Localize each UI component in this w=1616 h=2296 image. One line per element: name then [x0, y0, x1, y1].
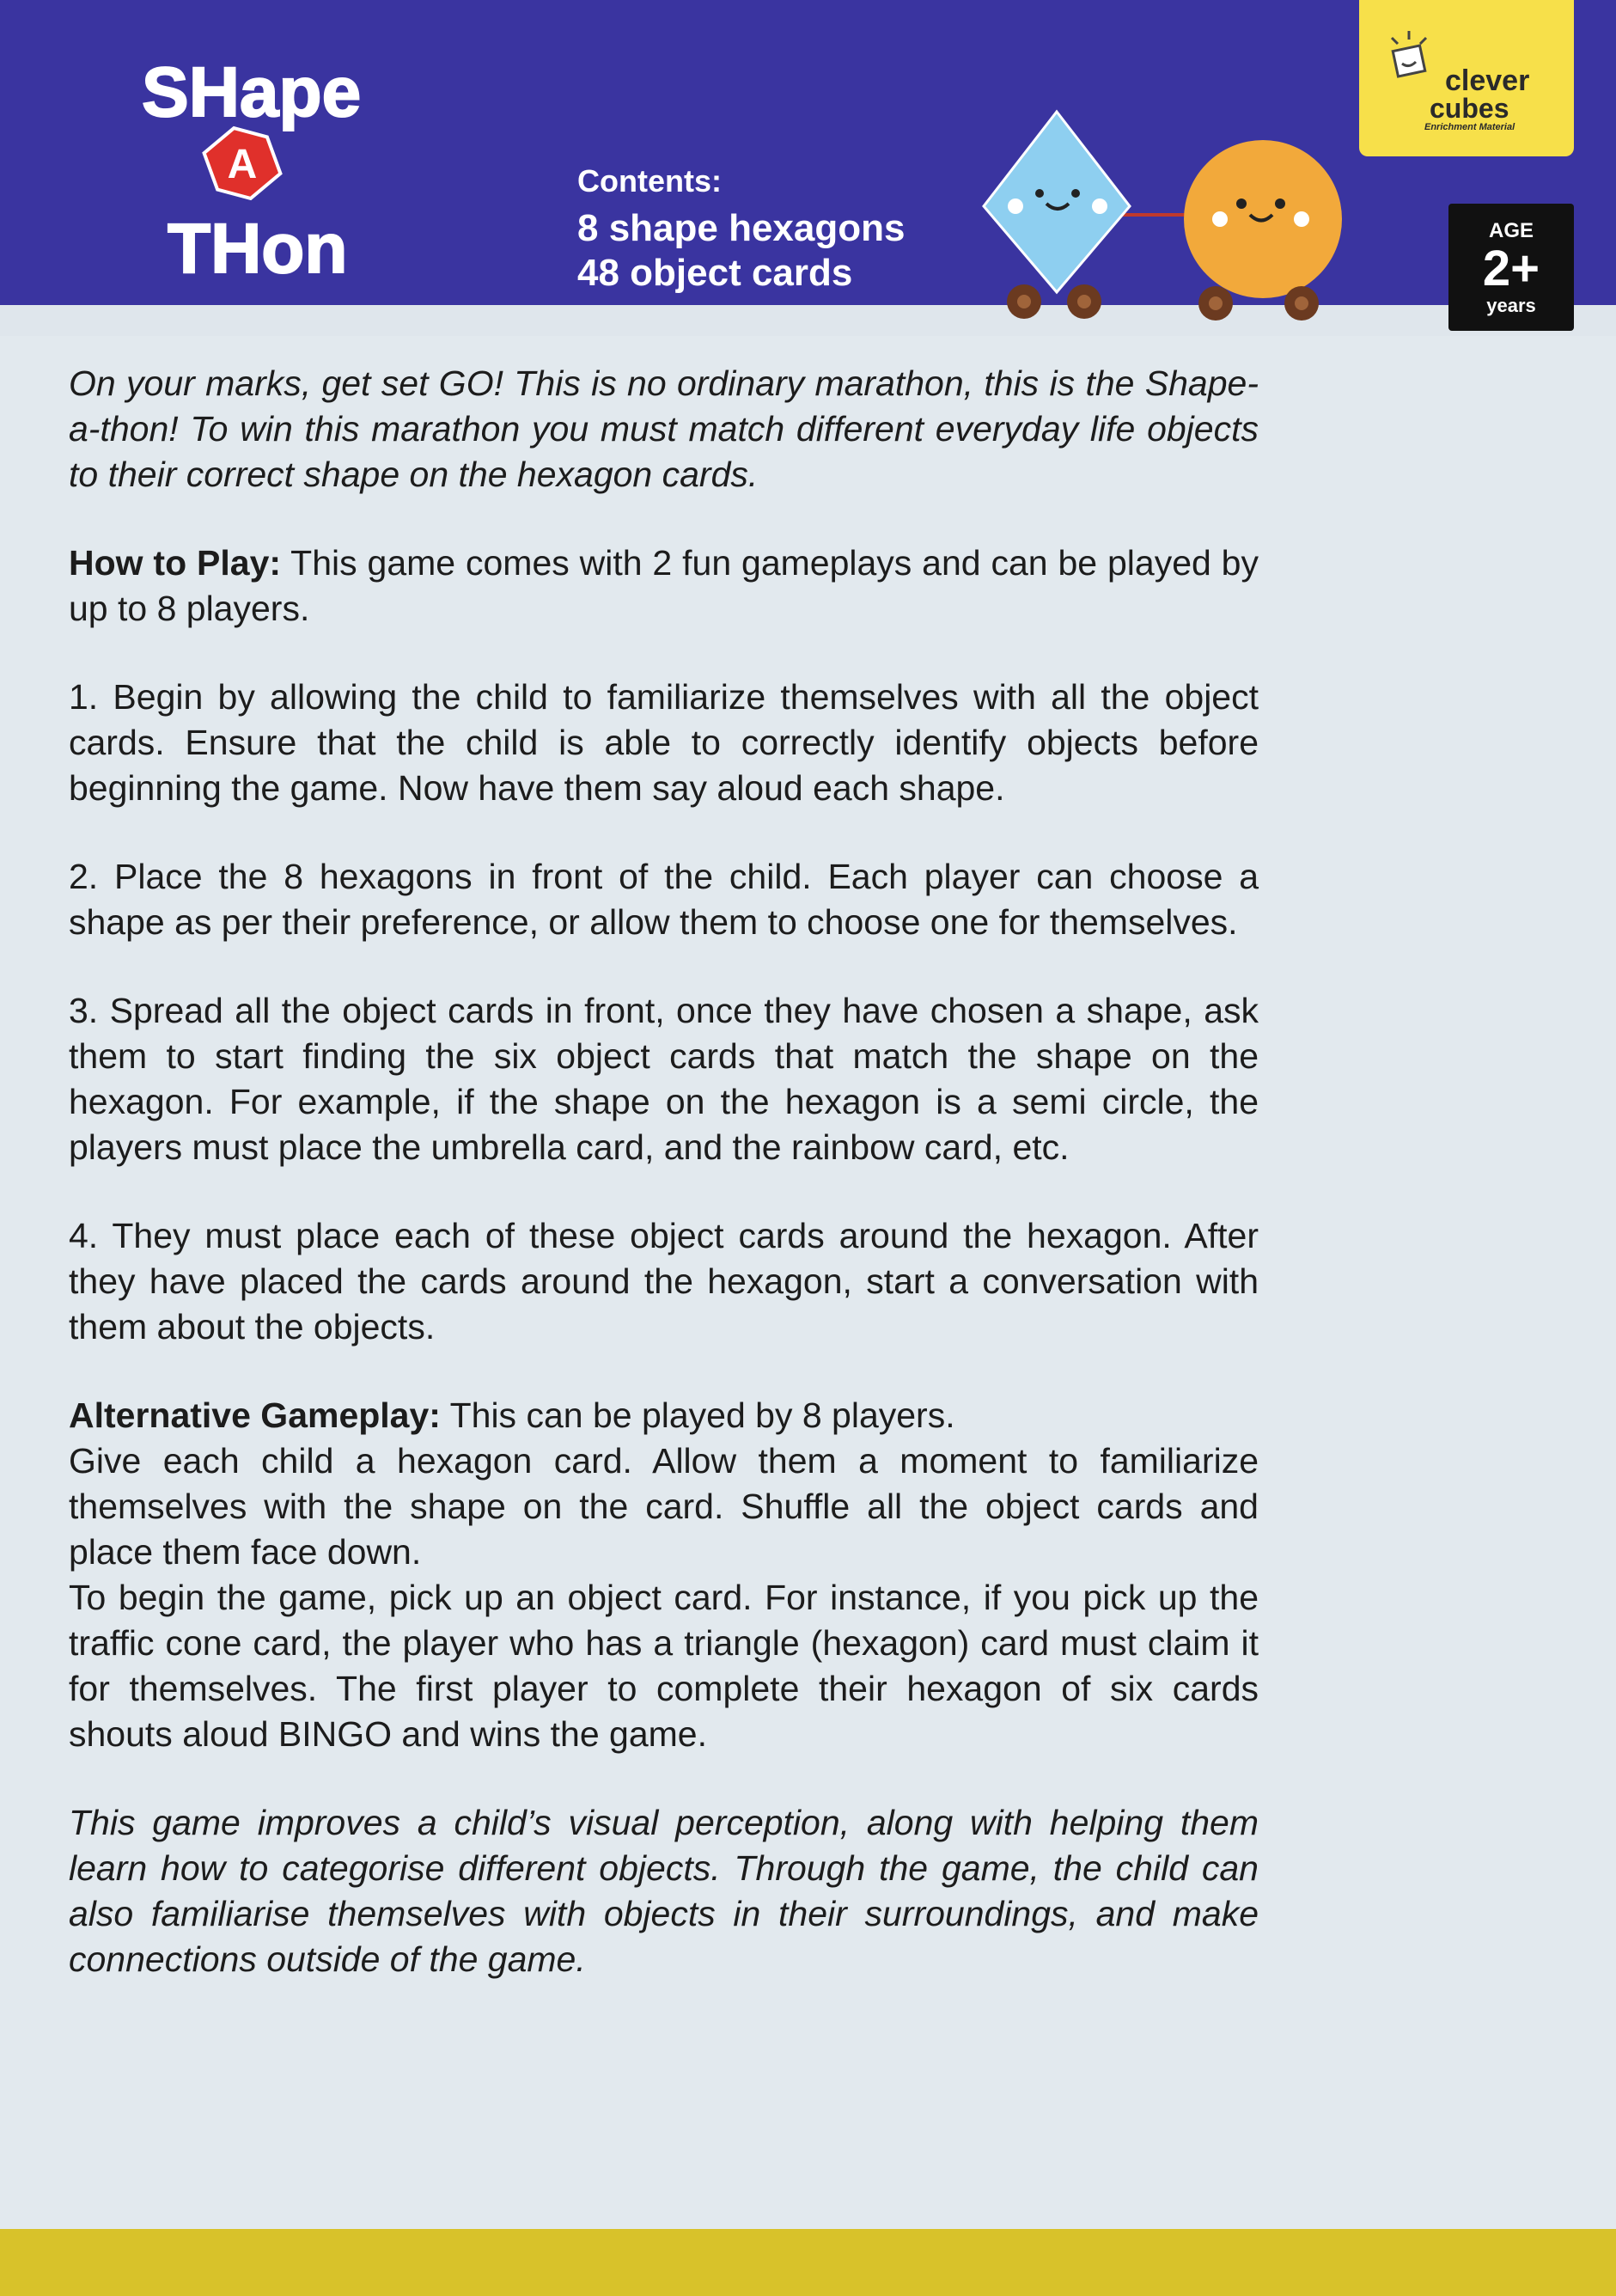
alternative-paragraph-1: Give each child a hexagon card. Allow them a moment to familiarize themselves with the shape on the card. Shuffle all the object cards and place them face down.	[69, 1441, 1259, 1572]
header-edge	[0, 305, 1616, 336]
brand-tagline: Enrichment Material	[1424, 122, 1515, 132]
clever-cubes-brand	[1359, 0, 1574, 156]
cube-mascot-icon	[1383, 29, 1435, 81]
alternative-paragraph-2: To begin the game, pick up an object card. For instance, if you pick up the traffic cone card, the player who has a triangle (hexagon) card must claim it for themselves. The first player to complete their hexagon of six cards shouts aloud BINGO and wins the game.	[69, 1578, 1259, 1754]
contents-heading: Contents:	[577, 163, 722, 198]
age-value: 2+	[1482, 241, 1540, 296]
how-to-play-paragraph	[69, 540, 1259, 632]
contents-item: 8 shape hexagons	[577, 207, 906, 249]
closing-paragraph: This game improves a child’s visual perception, along with helping them learn how to categorise different objects. Through the game, the child can also familiarise themselves with objects in their surroundings, and make connections outside of the game.	[69, 1803, 1259, 1979]
diamond-mascot-icon	[984, 112, 1130, 319]
logo-word-thon: THon	[168, 210, 348, 288]
how-to-play-label: How to Play:	[69, 543, 282, 583]
step-2: 2. Place the 8 hexagons in front of the child. Each player can choose a shape as per their preference, or allow them to choose one for themselves.	[69, 857, 1259, 942]
logo-letter-a: A	[227, 142, 258, 187]
shape-a-thon-logo	[129, 47, 421, 296]
instructions-body	[69, 361, 1259, 2025]
how-to-play-text: This game comes with 2 fun gameplays and can be played by up to 8 players.	[69, 543, 1259, 628]
age-label: AGE	[1488, 219, 1534, 242]
contents-item: 48 object cards	[577, 252, 853, 294]
shape-mascots-illustration	[971, 99, 1357, 331]
brand-name-line2: cubes	[1430, 93, 1509, 124]
circle-mascot-icon	[1184, 140, 1342, 321]
step-4: 4. They must place each of these object cards around the hexagon. After they have placed the cards around the hexagon, start a conversation with them about the objects.	[69, 1216, 1259, 1346]
step-3: 3. Spread all the object cards in front, once they have chosen a shape, ask them to start finding the six object cards that match the shape on the hexagon. For example, if the shape on the hexagon is a semi circle, the players must place the umbrella card, and the rainbow card, etc.	[69, 991, 1259, 1167]
contents-block	[577, 163, 905, 296]
logo-word-shape: SHape	[142, 53, 362, 131]
alternative-gameplay-heading	[69, 1393, 1259, 1438]
age-badge	[1448, 204, 1574, 331]
alternative-text: This can be played by 8 players.	[440, 1395, 955, 1435]
step-1: 1. Begin by allowing the child to familiarize themselves with all the object cards. Ensure that the child is able to correctly identify objects before beginning the game. Now have them say aloud each shape.	[69, 677, 1259, 808]
brand-name-line1: clever	[1445, 64, 1530, 97]
age-unit: years	[1486, 295, 1536, 316]
alternative-label: Alternative Gameplay:	[69, 1395, 441, 1435]
footer-band	[0, 2229, 1616, 2296]
intro-paragraph: On your marks, get set GO! This is no ordinary marathon, this is the Shape-a-thon! To win this marathon you must match different everyday life objects to their correct shape on the hexagon cards.	[69, 363, 1259, 494]
